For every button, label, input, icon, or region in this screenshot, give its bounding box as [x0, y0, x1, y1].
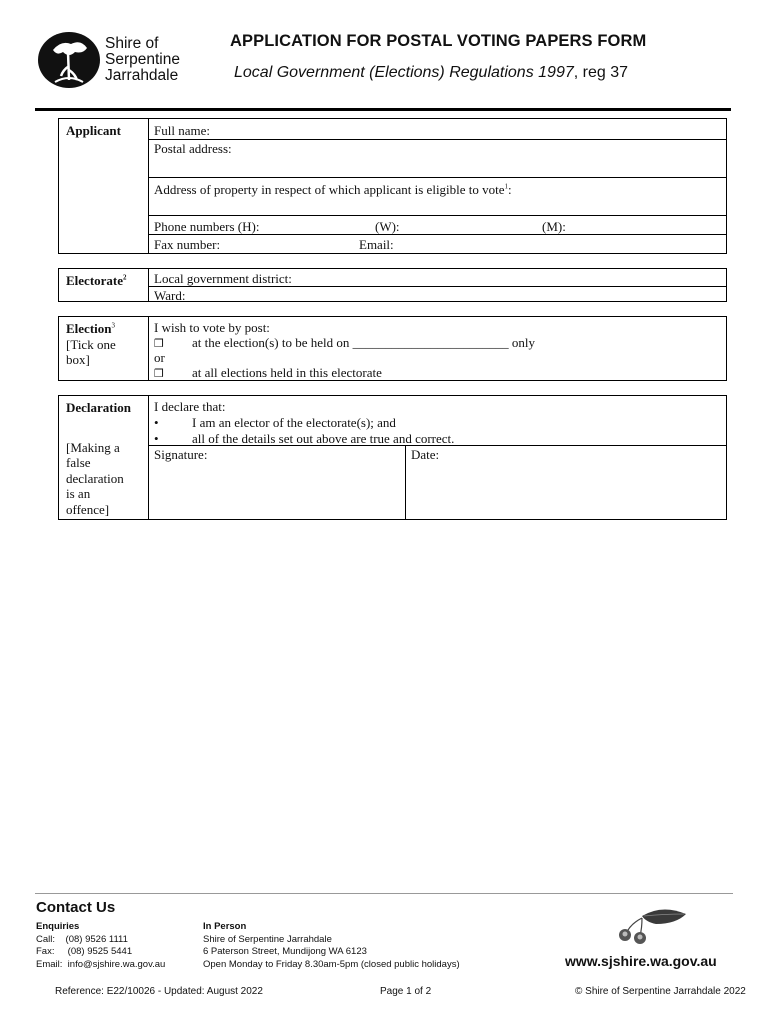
logo-line: Serpentine — [105, 51, 180, 68]
tick-note: box] — [66, 352, 90, 367]
in-person-line: 6 Paterson Street, Mundijong WA 6123 — [203, 946, 367, 957]
full-name-field[interactable]: Full name: — [154, 123, 210, 138]
form-title: APPLICATION FOR POSTAL VOTING PAPERS FORM — [230, 32, 647, 50]
applicant-label: Applicant — [59, 119, 149, 253]
reference-text: Reference: E22/10026 - Updated: August 2022 — [55, 986, 263, 997]
property-address-field[interactable] — [149, 177, 726, 214]
fax-label: Fax number: — [154, 237, 221, 252]
in-person-block — [203, 921, 460, 971]
warning-line: [Making a — [66, 439, 120, 455]
applicant-section — [58, 118, 727, 254]
postal-address-label: Postal address: — [154, 141, 232, 156]
option-specific-label: at the election(s) to be held on ________________________ only — [192, 335, 536, 350]
declaration-intro: I declare that: — [154, 399, 226, 414]
bullet-icon: • — [154, 415, 159, 430]
footnote-ref: 3 — [111, 321, 115, 330]
logo-text — [105, 36, 180, 84]
footnote-ref: 1 — [504, 182, 509, 191]
in-person-heading: In Person — [203, 921, 247, 932]
signature-label: Signature: — [154, 447, 208, 462]
date-label: Date: — [411, 447, 440, 462]
footer-rule — [35, 893, 733, 894]
page-number: Page 1 of 2 — [380, 986, 432, 997]
contact-title: Contact Us — [36, 899, 116, 916]
header-rule — [35, 108, 731, 111]
form-subtitle — [234, 64, 628, 82]
call-line: Call: (08) 9526 1111 — [36, 933, 128, 945]
date-field[interactable] — [406, 445, 726, 520]
tree-logo-icon — [35, 30, 105, 92]
option-all-label: at all elections held in this electorate — [192, 365, 382, 380]
electorate-label-text: Electorate — [66, 273, 124, 288]
election-intro: I wish to vote by post: — [154, 320, 270, 335]
shire-logo — [35, 30, 215, 92]
tick-note: [Tick one — [66, 336, 116, 352]
election-label — [59, 317, 149, 380]
declaration-point — [149, 414, 726, 431]
in-person-line: Shire of Serpentine Jarrahdale — [203, 933, 332, 945]
email-label: Email: — [359, 237, 394, 252]
enquiries-heading: Enquiries — [36, 921, 80, 932]
regulation-name: Local Government (Elections) Regulations 1997 — [234, 64, 574, 81]
declaration-point-text: I am an elector of the electorate(s); and — [192, 415, 396, 430]
gumnut-leaf-icon — [612, 902, 692, 946]
declaration-label-text: Declaration — [66, 400, 131, 415]
phone-work-label: (W): — [375, 219, 400, 234]
postal-address-field[interactable] — [149, 139, 726, 177]
bullet-icon: • — [154, 431, 159, 446]
declaration-label — [59, 396, 149, 519]
property-colon: : — [508, 182, 512, 197]
declaration-point-text: all of the details set out above are true and correct. — [192, 431, 455, 446]
website-link[interactable]: www.sjshire.wa.gov.au — [565, 953, 717, 969]
electorate-label — [59, 269, 149, 301]
phone-home-label: Phone numbers (H): — [154, 219, 260, 234]
warning-line: declaration — [66, 470, 124, 486]
copyright-text: © Shire of Serpentine Jarrahdale 2022 — [575, 986, 746, 997]
signature-field[interactable] — [149, 445, 406, 520]
election-label-text: Election — [66, 321, 112, 336]
in-person-line: Open Monday to Friday 8.30am-5pm (closed public holidays) — [203, 958, 460, 970]
warning-line: false — [66, 455, 91, 470]
property-address-label: Address of property in respect of which applicant is eligible to vote — [154, 182, 505, 197]
logo-line: Shire of — [105, 35, 159, 52]
checkbox-icon[interactable]: ❒ — [154, 337, 164, 350]
phone-mobile-label: (M): — [542, 219, 566, 234]
ward-field[interactable]: Ward: — [149, 286, 726, 302]
warning-line: offence] — [66, 501, 110, 517]
electorate-section — [58, 268, 727, 302]
declaration-warning — [66, 440, 148, 518]
fax-email-field[interactable] — [149, 234, 726, 254]
option-all-elections[interactable] — [149, 364, 726, 382]
logo-line: Jarrahdale — [105, 67, 179, 84]
phone-numbers-field[interactable] — [149, 215, 726, 234]
district-field[interactable]: Local government district: — [154, 271, 292, 286]
fax-line: Fax: (08) 9525 5441 — [36, 946, 133, 957]
declaration-section — [58, 395, 727, 520]
regulation-ref: , reg 37 — [573, 64, 629, 81]
footnote-ref: 2 — [123, 273, 127, 282]
election-section — [58, 316, 727, 381]
warning-line: is an — [66, 486, 91, 501]
enquiries-block — [36, 921, 165, 971]
or-text: or — [154, 350, 165, 365]
email-line[interactable]: Email: info@sjshire.wa.gov.au — [36, 958, 166, 970]
checkbox-icon[interactable]: ❒ — [154, 367, 164, 380]
